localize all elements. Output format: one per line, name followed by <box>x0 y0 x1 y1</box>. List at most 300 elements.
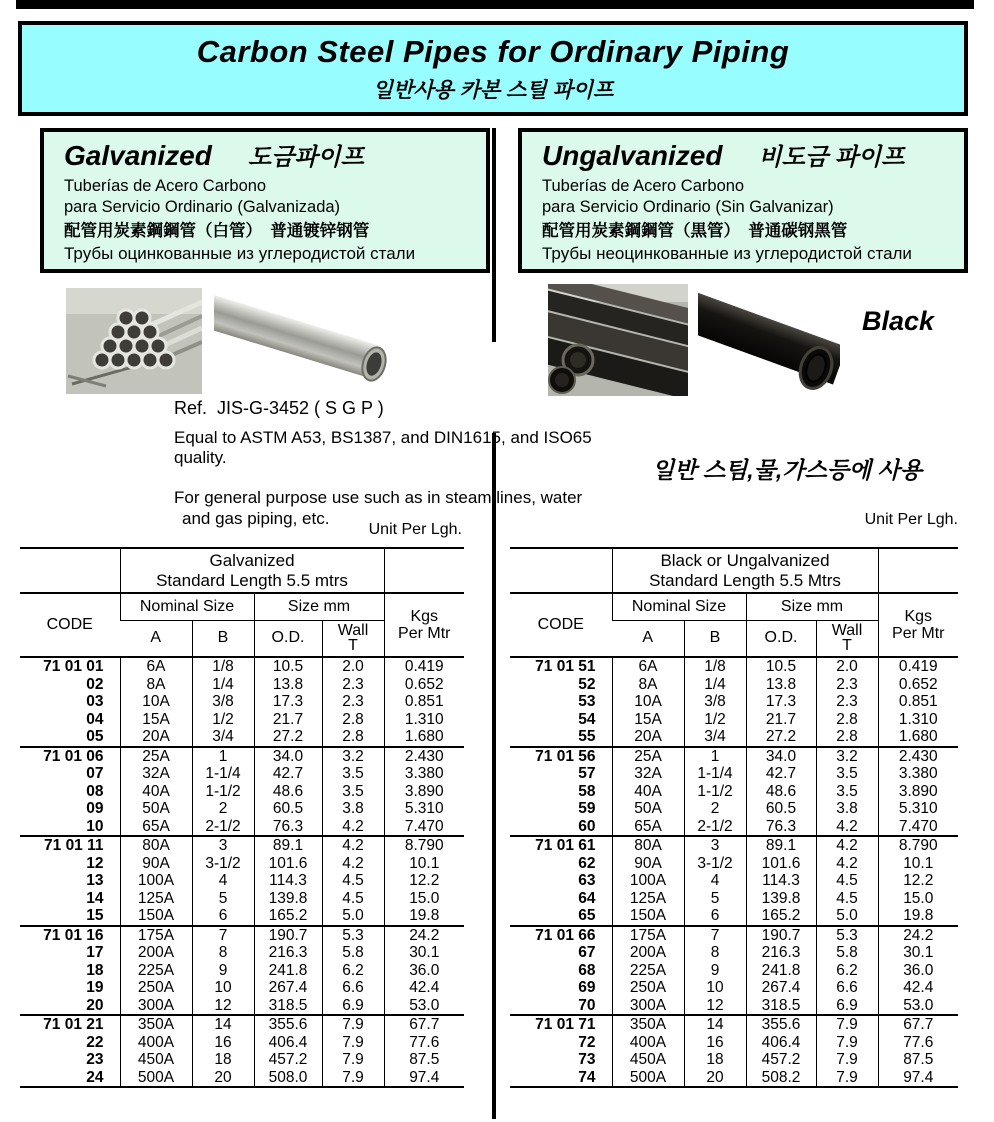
code-cell: 71 01 61 <box>510 836 612 855</box>
value-cell: 20 <box>684 1069 746 1088</box>
table-row <box>510 1034 958 1052</box>
table-row <box>510 747 958 766</box>
table-row <box>510 926 958 945</box>
value-cell: 6 <box>192 907 254 926</box>
table-row <box>510 693 958 711</box>
code-cell: 74 <box>578 1068 596 1086</box>
value-cell: 77.6 <box>878 1034 958 1052</box>
code-cell: 10 <box>86 817 104 835</box>
value-cell: 6.2 <box>816 962 878 980</box>
code-cell: 65 <box>578 907 596 924</box>
value-cell: 7.9 <box>816 1034 878 1052</box>
code-cell: 18 <box>86 961 104 979</box>
value-cell: 87.5 <box>878 1051 958 1069</box>
value-cell: 25A <box>612 747 684 766</box>
galvanized-spec-table <box>20 547 464 1088</box>
value-cell: 42.4 <box>878 979 958 997</box>
code-cell: 02 <box>86 675 104 693</box>
value-cell: 2.0 <box>816 657 878 676</box>
value-cell: 125A <box>120 890 192 908</box>
value-cell: 216.3 <box>254 944 322 962</box>
blank-cell <box>510 548 612 593</box>
unit-per-length-label-right: Unit Per Lgh. <box>864 511 958 528</box>
value-cell: 10.5 <box>254 657 322 676</box>
ungalvanized-spanish-line2: para Servicio Ordinario (Sin Galvanizar) <box>542 198 834 216</box>
code-cell: 22 <box>86 1033 104 1051</box>
code-cell: 57 <box>578 765 596 782</box>
value-cell: 10A <box>120 693 192 711</box>
value-cell: 6.6 <box>816 979 878 997</box>
value-cell: 15.0 <box>878 890 958 908</box>
value-cell: 6.9 <box>816 997 878 1016</box>
table-row <box>510 962 958 980</box>
value-cell: 27.2 <box>254 728 322 747</box>
value-cell: 10.1 <box>878 855 958 873</box>
size-mm-header: Size mm <box>746 593 878 620</box>
value-cell: 3 <box>684 836 746 855</box>
value-cell: 34.0 <box>746 747 816 766</box>
value-cell: 457.2 <box>254 1051 322 1069</box>
value-cell: 114.3 <box>254 872 322 890</box>
galvanized-title-korean: 도금파이프 <box>247 144 364 171</box>
value-cell: 12 <box>684 997 746 1016</box>
code-cell: 07 <box>86 765 104 782</box>
value-cell: 53.0 <box>878 997 958 1016</box>
value-cell: 7.9 <box>322 1015 384 1034</box>
column-a-header: A <box>120 620 192 657</box>
value-cell: 200A <box>120 944 192 962</box>
value-cell: 50A <box>120 800 192 818</box>
value-cell: 0.652 <box>384 676 464 694</box>
value-cell: 90A <box>612 855 684 873</box>
value-cell: 4.2 <box>816 855 878 873</box>
value-cell: 24.2 <box>878 926 958 945</box>
wall-t-header: Wall T <box>816 620 878 657</box>
code-cell: 15 <box>86 907 104 924</box>
table-row <box>510 1051 958 1069</box>
value-cell: 5 <box>192 890 254 908</box>
table-row <box>510 944 958 962</box>
code-cell: 20 <box>86 996 104 1014</box>
value-cell: 190.7 <box>254 926 322 945</box>
value-cell: 5.0 <box>322 907 384 926</box>
value-cell: 355.6 <box>746 1015 816 1034</box>
value-cell: 3.890 <box>878 783 958 801</box>
value-cell: 4.5 <box>816 872 878 890</box>
value-cell: 318.5 <box>254 997 322 1016</box>
table-row <box>20 728 464 747</box>
value-cell: 7.470 <box>384 818 464 837</box>
ungalvanized-title: Ungalvanized <box>542 140 723 171</box>
value-cell: 7.9 <box>322 1051 384 1069</box>
value-cell: 21.7 <box>254 711 322 729</box>
code-cell: 71 01 16 <box>20 926 120 945</box>
value-cell: 48.6 <box>746 783 816 801</box>
value-cell: 10.1 <box>384 855 464 873</box>
value-cell: 3.2 <box>322 747 384 766</box>
code-cell: 08 <box>86 782 104 800</box>
value-cell: 241.8 <box>746 962 816 980</box>
value-cell: 60.5 <box>254 800 322 818</box>
value-cell: 175A <box>612 926 684 945</box>
value-cell: 8.790 <box>384 836 464 855</box>
blank-cell <box>878 548 958 593</box>
table-row <box>510 855 958 873</box>
value-cell: 50A <box>612 800 684 818</box>
value-cell: 14 <box>192 1015 254 1034</box>
value-cell: 2.3 <box>816 693 878 711</box>
code-cell: 54 <box>578 710 596 728</box>
value-cell: 1 <box>684 747 746 766</box>
galvanized-table-body <box>20 657 464 1087</box>
table-row <box>20 962 464 980</box>
galvanized-spanish-line2: para Servicio Ordinario (Galvanizada) <box>64 198 341 216</box>
table-row <box>510 872 958 890</box>
code-cell: 52 <box>578 675 596 693</box>
code-cell: 71 01 51 <box>535 658 596 675</box>
value-cell: 7.9 <box>322 1069 384 1088</box>
table-row <box>20 818 464 837</box>
kgs-per-mtr-header: Kgs Per Mtr <box>384 593 464 657</box>
table-row <box>510 818 958 837</box>
code-cell: 03 <box>86 693 104 710</box>
black-label: Black <box>862 306 935 336</box>
value-cell: 12.2 <box>878 872 958 890</box>
value-cell: 9 <box>192 962 254 980</box>
value-cell: 7.9 <box>816 1069 878 1088</box>
value-cell: 10 <box>684 979 746 997</box>
code-cell: 58 <box>578 782 596 800</box>
value-cell: 267.4 <box>746 979 816 997</box>
code-cell: 24 <box>86 1068 104 1086</box>
value-cell: 32A <box>120 765 192 783</box>
value-cell: 21.7 <box>746 711 816 729</box>
value-cell: 5.3 <box>816 926 878 945</box>
value-cell: 18 <box>684 1051 746 1069</box>
ungalvanized-title-row <box>542 137 956 172</box>
value-cell: 4.2 <box>322 855 384 873</box>
ungalvanized-spanish-line1: Tuberías de Acero Carbono <box>542 177 745 195</box>
value-cell: 42.7 <box>254 765 322 783</box>
value-cell: 1.680 <box>384 728 464 747</box>
blank-cell <box>384 548 464 593</box>
code-cell: 71 01 56 <box>510 747 612 766</box>
code-cell: 71 01 21 <box>20 1015 120 1034</box>
code-cell: 53 <box>578 693 596 710</box>
table-row <box>510 890 958 908</box>
value-cell: 7 <box>192 926 254 945</box>
value-cell: 139.8 <box>746 890 816 908</box>
ungalvanized-spec-table <box>510 547 958 1088</box>
table-row <box>20 1051 464 1069</box>
value-cell: 1.680 <box>878 728 958 747</box>
value-cell: 457.2 <box>746 1051 816 1069</box>
value-cell: 400A <box>120 1034 192 1052</box>
table-row <box>510 711 958 729</box>
value-cell: 3.5 <box>322 765 384 783</box>
value-cell: 406.4 <box>746 1034 816 1052</box>
code-cell: 14 <box>86 889 104 907</box>
value-cell: 125A <box>612 890 684 908</box>
value-cell: 16 <box>684 1034 746 1052</box>
value-cell: 2.3 <box>816 676 878 694</box>
od-header: O.D. <box>746 620 816 657</box>
table-row <box>510 783 958 801</box>
value-cell: 3.8 <box>816 800 878 818</box>
table-row <box>20 997 464 1016</box>
value-cell: 450A <box>120 1051 192 1069</box>
value-cell: 6A <box>120 657 192 676</box>
value-cell: 8 <box>192 944 254 962</box>
code-cell: 19 <box>86 979 104 996</box>
value-cell: 13.8 <box>746 676 816 694</box>
value-cell: 3.8 <box>322 800 384 818</box>
value-cell: 89.1 <box>254 836 322 855</box>
value-cell: 4.2 <box>816 818 878 837</box>
value-cell: 300A <box>612 997 684 1016</box>
value-cell: 1.310 <box>878 711 958 729</box>
table-row <box>20 944 464 962</box>
top-rule <box>16 0 974 9</box>
value-cell: 48.6 <box>254 783 322 801</box>
code-cell: 59 <box>578 800 596 817</box>
value-cell: 53.0 <box>384 997 464 1016</box>
table-row <box>510 676 958 694</box>
value-cell: 4 <box>192 872 254 890</box>
value-cell: 7.9 <box>322 1034 384 1052</box>
code-column-header: CODE <box>20 593 120 657</box>
table-title: Black or Ungalvanized Standard Length 5.5 Mtrs <box>612 548 878 593</box>
nominal-size-header: Nominal Size <box>120 593 254 620</box>
table-row <box>20 836 464 855</box>
value-cell: 27.2 <box>746 728 816 747</box>
galvanized-single-pipe-photo <box>214 284 392 396</box>
value-cell: 508.2 <box>746 1069 816 1088</box>
value-cell: 80A <box>120 836 192 855</box>
value-cell: 76.3 <box>746 818 816 837</box>
value-cell: 2 <box>684 800 746 818</box>
od-header: O.D. <box>254 620 322 657</box>
value-cell: 10A <box>612 693 684 711</box>
value-cell: 1-1/4 <box>192 765 254 783</box>
value-cell: 24.2 <box>384 926 464 945</box>
galvanized-pipe-bundle-photo <box>66 288 202 394</box>
value-cell: 2.8 <box>816 728 878 747</box>
value-cell: 5.0 <box>816 907 878 926</box>
value-cell: 267.4 <box>254 979 322 997</box>
value-cell: 3/4 <box>684 728 746 747</box>
galvanized-chinese-line: 配管用炭素鋼鋼管（白管） 普通镀锌钢管 <box>64 222 370 240</box>
value-cell: 65A <box>612 818 684 837</box>
value-cell: 4.5 <box>816 890 878 908</box>
value-cell: 150A <box>612 907 684 926</box>
value-cell: 2.8 <box>816 711 878 729</box>
code-cell: 09 <box>86 800 104 817</box>
value-cell: 5 <box>684 890 746 908</box>
black-single-pipe-photo <box>698 282 840 400</box>
value-cell: 13.8 <box>254 676 322 694</box>
value-cell: 100A <box>120 872 192 890</box>
value-cell: 12.2 <box>384 872 464 890</box>
value-cell: 3.380 <box>878 765 958 783</box>
page-title: Carbon Steel Pipes for Ordinary Piping <box>196 33 790 69</box>
value-cell: 2.430 <box>384 747 464 766</box>
value-cell: 5.8 <box>816 944 878 962</box>
value-cell: 139.8 <box>254 890 322 908</box>
table-row <box>20 800 464 818</box>
table-row <box>20 693 464 711</box>
code-cell: 69 <box>578 979 596 996</box>
value-cell: 60.5 <box>746 800 816 818</box>
center-divider-bottom <box>492 433 496 1119</box>
value-cell: 87.5 <box>384 1051 464 1069</box>
black-pipe-stack-photo <box>548 284 688 396</box>
table-row <box>20 711 464 729</box>
value-cell: 355.6 <box>254 1015 322 1034</box>
table-row <box>20 676 464 694</box>
page-subtitle-korean: 일반사용 카본 스틸 파이프 <box>372 78 614 102</box>
galvanized-title-row <box>64 137 478 172</box>
purpose-line2: and gas piping, etc. <box>182 509 330 528</box>
code-cell: 71 01 66 <box>510 926 612 945</box>
value-cell: 40A <box>612 783 684 801</box>
value-cell: 36.0 <box>878 962 958 980</box>
value-cell: 10 <box>192 979 254 997</box>
value-cell: 0.419 <box>384 657 464 676</box>
value-cell: 200A <box>612 944 684 962</box>
value-cell: 40A <box>120 783 192 801</box>
ungalvanized-info-box <box>518 128 968 273</box>
center-divider-top <box>492 128 496 342</box>
table-row <box>20 1069 464 1088</box>
code-cell: 62 <box>578 854 596 872</box>
table-row <box>510 728 958 747</box>
ungalvanized-title-korean: 비도금 파이프 <box>758 144 905 171</box>
value-cell: 5.310 <box>878 800 958 818</box>
value-cell: 20A <box>612 728 684 747</box>
wall-t-header: Wall T <box>322 620 384 657</box>
value-cell: 3 <box>192 836 254 855</box>
value-cell: 34.0 <box>254 747 322 766</box>
value-cell: 3.5 <box>322 783 384 801</box>
galvanized-info-box <box>40 128 490 273</box>
table-row <box>510 657 958 676</box>
value-cell: 8A <box>612 676 684 694</box>
value-cell: 2.8 <box>322 711 384 729</box>
value-cell: 500A <box>612 1069 684 1088</box>
value-cell: 2.8 <box>322 728 384 747</box>
value-cell: 8A <box>120 676 192 694</box>
value-cell: 175A <box>120 926 192 945</box>
table-row <box>510 765 958 783</box>
value-cell: 6.2 <box>322 962 384 980</box>
table-row <box>20 1034 464 1052</box>
value-cell: 450A <box>612 1051 684 1069</box>
code-cell: 72 <box>578 1033 596 1051</box>
page-title-banner <box>18 21 968 116</box>
code-cell: 64 <box>578 889 596 907</box>
value-cell: 7.9 <box>816 1015 878 1034</box>
value-cell: 90A <box>120 855 192 873</box>
value-cell: 8 <box>684 944 746 962</box>
table-row <box>20 890 464 908</box>
value-cell: 6.9 <box>322 997 384 1016</box>
value-cell: 2-1/2 <box>192 818 254 837</box>
table-row <box>20 872 464 890</box>
value-cell: 1/8 <box>684 657 746 676</box>
code-cell: 73 <box>578 1051 596 1068</box>
value-cell: 2.3 <box>322 676 384 694</box>
value-cell: 165.2 <box>254 907 322 926</box>
code-cell: 04 <box>86 710 104 728</box>
value-cell: 89.1 <box>746 836 816 855</box>
value-cell: 4.2 <box>322 818 384 837</box>
value-cell: 17.3 <box>254 693 322 711</box>
value-cell: 4.5 <box>322 872 384 890</box>
value-cell: 76.3 <box>254 818 322 837</box>
value-cell: 67.7 <box>384 1015 464 1034</box>
table-title: Galvanized Standard Length 5.5 mtrs <box>120 548 384 593</box>
value-cell: 3.5 <box>816 783 878 801</box>
value-cell: 3/8 <box>192 693 254 711</box>
value-cell: 406.4 <box>254 1034 322 1052</box>
code-cell: 17 <box>86 944 104 961</box>
code-cell: 71 01 06 <box>20 747 120 766</box>
value-cell: 1/4 <box>684 676 746 694</box>
purpose-line1: For general purpose use such as in steam lines, water <box>174 488 583 507</box>
galvanized-title: Galvanized <box>64 140 212 171</box>
value-cell: 4.5 <box>322 890 384 908</box>
nominal-size-header: Nominal Size <box>612 593 746 620</box>
value-cell: 8.790 <box>878 836 958 855</box>
value-cell: 114.3 <box>746 872 816 890</box>
code-cell: 63 <box>578 872 596 889</box>
value-cell: 9 <box>684 962 746 980</box>
table-row <box>20 979 464 997</box>
table-row <box>20 926 464 945</box>
code-cell: 13 <box>86 872 104 889</box>
table-row <box>510 1069 958 1088</box>
table-row <box>510 800 958 818</box>
value-cell: 67.7 <box>878 1015 958 1034</box>
code-cell: 60 <box>578 817 596 835</box>
value-cell: 18 <box>192 1051 254 1069</box>
column-b-header: B <box>684 620 746 657</box>
value-cell: 500A <box>120 1069 192 1088</box>
column-a-header: A <box>612 620 684 657</box>
equivalent-standards: Equal to ASTM A53, BS1387, and DIN1615, and ISO65 quality. <box>174 428 592 467</box>
value-cell: 17.3 <box>746 693 816 711</box>
value-cell: 6.6 <box>322 979 384 997</box>
value-cell: 241.8 <box>254 962 322 980</box>
value-cell: 19.8 <box>878 907 958 926</box>
value-cell: 165.2 <box>746 907 816 926</box>
value-cell: 5.8 <box>322 944 384 962</box>
value-cell: 1 <box>192 747 254 766</box>
code-cell: 67 <box>578 944 596 961</box>
size-mm-header: Size mm <box>254 593 384 620</box>
value-cell: 15A <box>120 711 192 729</box>
value-cell: 0.851 <box>878 693 958 711</box>
value-cell: 42.7 <box>746 765 816 783</box>
value-cell: 20 <box>192 1069 254 1088</box>
table-row <box>510 1015 958 1034</box>
value-cell: 3-1/2 <box>192 855 254 873</box>
ungalvanized-russian-line: Трубы неоцинкованные из углеродистой стали <box>542 244 912 263</box>
table-row <box>20 783 464 801</box>
value-cell: 216.3 <box>746 944 816 962</box>
value-cell: 19.8 <box>384 907 464 926</box>
